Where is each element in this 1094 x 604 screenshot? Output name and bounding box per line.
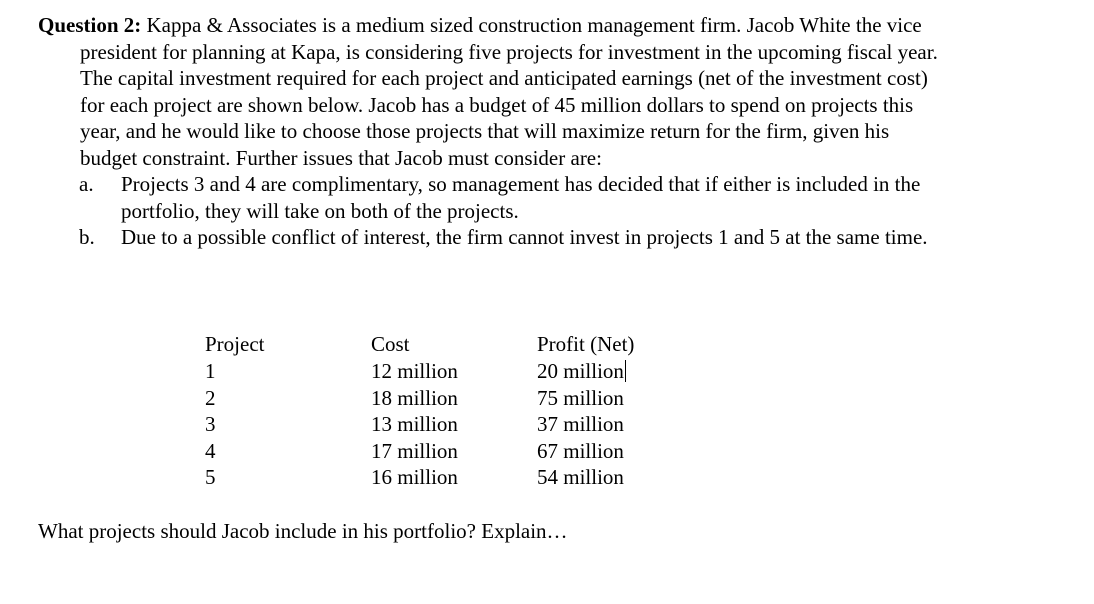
profit-cell: 67 million: [537, 438, 624, 463]
project-cell: 2: [205, 385, 216, 410]
question-line-3: The capital investment required for each project and anticipated earnings (net of the investment cost): [80, 66, 928, 90]
cost-cell: 16 million: [371, 465, 458, 489]
cost-header: Cost: [371, 332, 410, 356]
question-line-4: for each project are shown below. Jacob has a budget of 45 million dollars to spend on projects this: [80, 92, 914, 117]
cost-column: [371, 331, 458, 491]
profit-cell: 20 million: [537, 359, 624, 383]
project-cell: 1: [205, 359, 216, 383]
list-marker-a: a.: [79, 172, 94, 196]
question-line-5: year, and he would like to choose those projects that will maximize return for the firm, given his: [80, 119, 890, 143]
profit-cell: 37 million: [537, 412, 624, 436]
profit-header: Profit (Net): [537, 332, 635, 356]
list-item-b-line-1: Due to a possible conflict of interest, the firm cannot invest in projects 1 and 5 at the same time.: [121, 225, 928, 249]
cost-cell: 13 million: [371, 412, 458, 436]
list-item-a-line-2: portfolio, they will take on both of the projects.: [121, 198, 519, 223]
question-block: [38, 12, 1078, 251]
profit-cell: 75 million: [537, 385, 624, 410]
list-marker-b: b.: [79, 225, 95, 249]
question-text: Kappa & Associates is a medium sized construction management firm. Jacob White the vice: [141, 13, 922, 37]
project-cell: 3: [205, 412, 216, 436]
profit-cell-with-cursor[interactable]: [537, 358, 634, 385]
question-line-6: budget constraint. Further issues that Jacob must consider are:: [80, 145, 602, 170]
question-label: Question 2:: [38, 13, 142, 37]
profit-cell: 54 million: [537, 465, 624, 489]
list-item-a: [38, 171, 1078, 224]
project-cell: 4: [205, 438, 216, 463]
profit-column: [537, 331, 634, 491]
cost-cell: 18 million: [371, 385, 458, 410]
cost-cell: 12 million: [371, 359, 458, 383]
project-cell: 5: [205, 465, 216, 489]
list-item-b: [38, 224, 1078, 251]
project-header: Project: [205, 332, 265, 356]
cost-cell: 17 million: [371, 438, 458, 463]
project-column: [205, 331, 264, 491]
question-line-2: president for planning at Kapa, is considering five projects for investment in the upcoming fiscal year.: [80, 39, 938, 64]
list-item-a-line-1: Projects 3 and 4 are complimentary, so management has decided that if either is included in the: [121, 172, 921, 196]
question-line-1: [38, 12, 1078, 39]
text-cursor: [625, 360, 627, 382]
prompt-question: What projects should Jacob include in his portfolio? Explain…: [38, 519, 568, 543]
